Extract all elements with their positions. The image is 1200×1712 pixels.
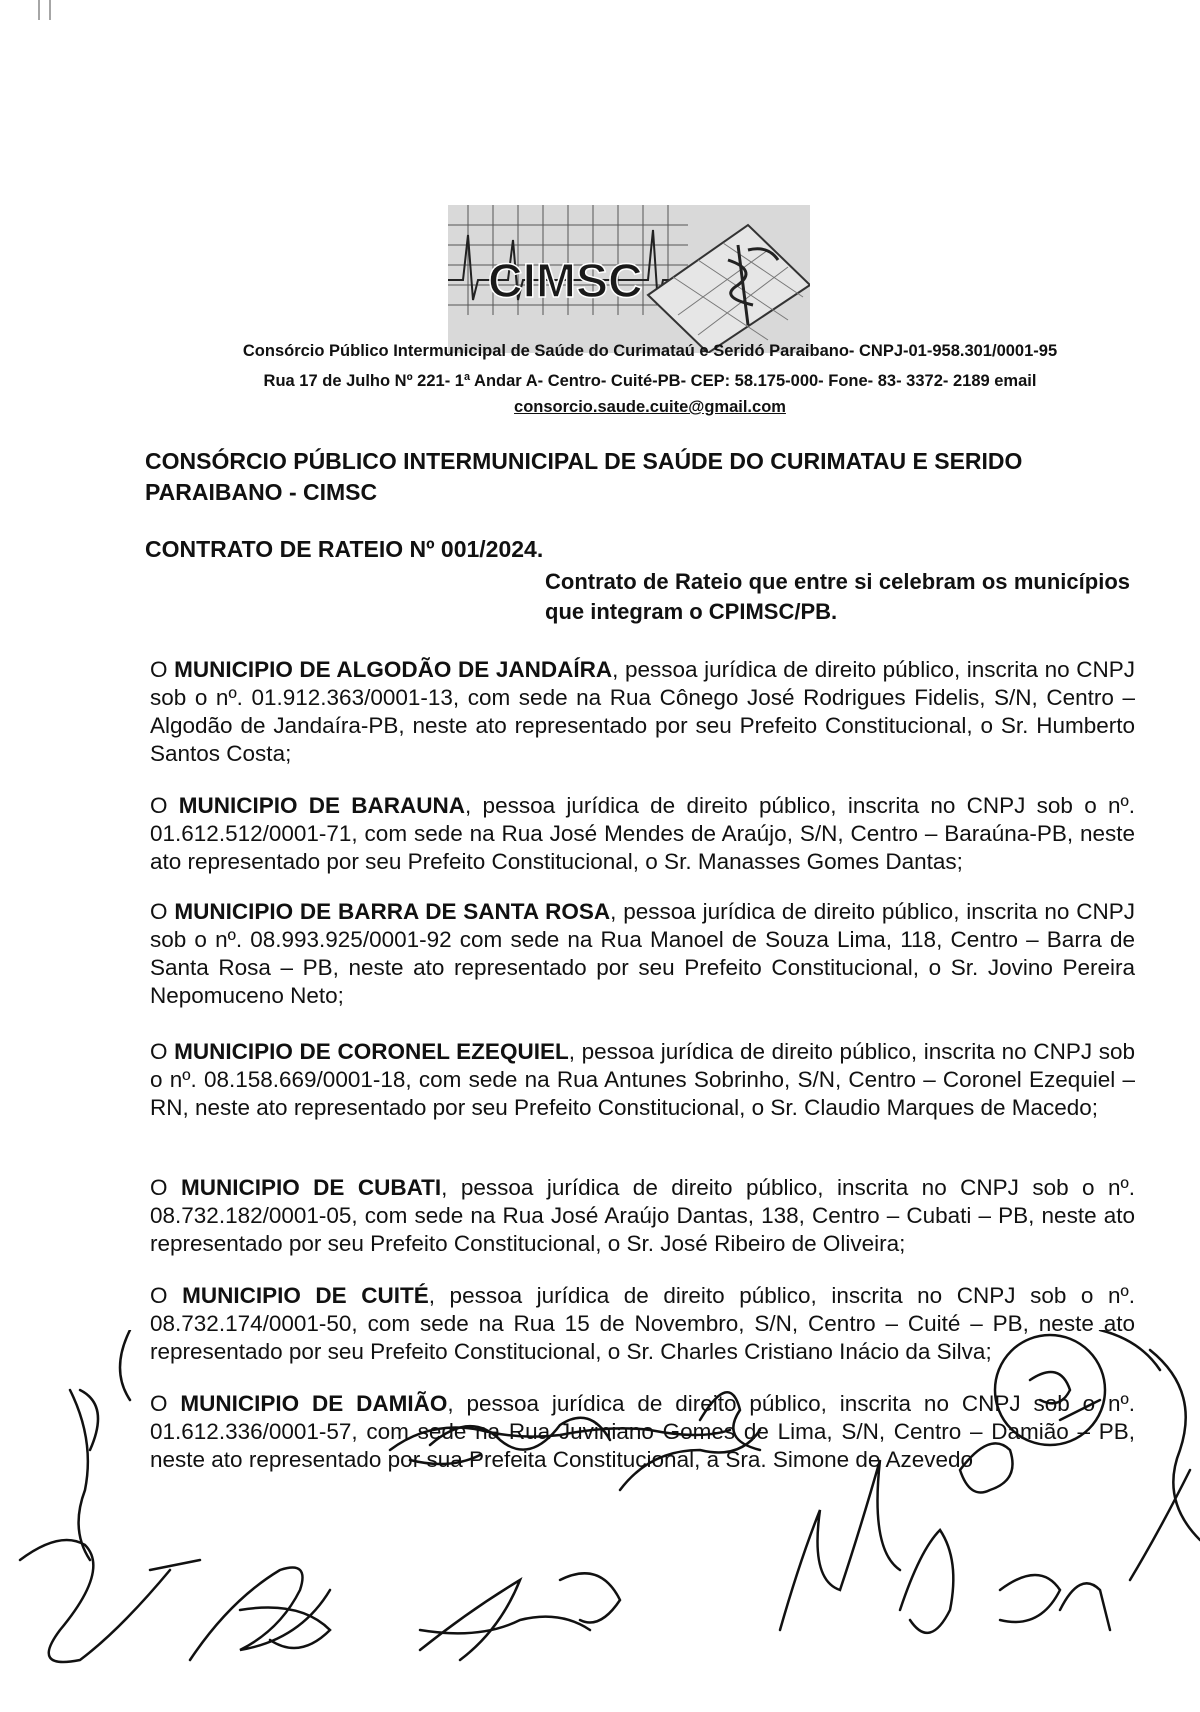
clause-text: , pessoa jurídica de direito público, inscrita no CNPJ sob o nº. 01.912.363/0001-13, com sede na Rua Cônego José Rodrigues Fidelis, S/N, Centro – Algodão de Jandaíra-PB, neste ato representado por seu Prefeito Constitucional, o Sr. Humberto Santos Costa; — [150, 657, 1136, 766]
clause-text: , pessoa jurídica de direito público, inscrita no CNPJ sob o nº. 01.612.512/0001-71, com sede na Rua José Mendes de Araújo, S/N, Centro – Baraúna-PB, neste ato representado por seu Prefeito Constitucional, o Sr. Manasses Gomes Dantas; — [150, 793, 1135, 874]
clause-article: O — [150, 1175, 181, 1200]
municipality-name: MUNICIPIO DE CUITÉ — [182, 1283, 429, 1308]
municipality-name: MUNICIPIO DE CUBATI — [180, 1175, 442, 1200]
handwritten-signatures — [0, 1330, 1200, 1712]
clause-article: O — [150, 793, 179, 818]
clause-barauna — [150, 792, 1135, 876]
clause-text: , pessoa jurídica de direito público, inscrita no CNPJ sob o nº. 08.993.925/0001-92 com sede na Rua Manoel de Souza Lima, 118, Centro – Barra de Santa Rosa – PB, neste ato representado por seu Prefeito Constitucional, o Sr. Jovino Pereira Nepomuceno Neto; — [150, 899, 1135, 1008]
contract-number: CONTRATO DE RATEIO Nº 001/2024. — [145, 536, 544, 562]
clause-article: O — [150, 1391, 181, 1416]
document-title: CONSÓRCIO PÚBLICO INTERMUNICIPAL DE SAÚDE DO CURIMATAU E SERIDO PARAIBANO - CIMSC — [145, 448, 1023, 505]
header-email-link[interactable]: consorcio.saude.cuite@gmail.com — [514, 398, 786, 416]
header-address-line: Rua 17 de Julho Nº 221- 1ª Andar A- Centro- Cuité-PB- CEP: 58.175-000- Fone- 83- 3372- 2189 email — [263, 372, 1037, 390]
clause-article: O — [150, 1283, 183, 1308]
municipality-name: MUNICIPIO DE ALGODÃO DE JANDAÍRA — [174, 657, 613, 682]
cimsc-logo — [448, 205, 810, 353]
header-consortium-line: Consórcio Público Intermunicipal de Saúde do Curimataú e Seridó Paraibano- CNPJ-01-958.301/0001-95 — [242, 342, 1058, 360]
clause-article: O — [150, 899, 175, 924]
scan-edge-marks — [36, 0, 56, 22]
municipality-name: MUNICIPIO DE CORONEL EZEQUIEL — [174, 1039, 569, 1064]
municipality-name: MUNICIPIO DE BARRA DE SANTA ROSA — [174, 899, 611, 924]
contract-summary: Contrato de Rateio que entre si celebram os municípios que integram o CPIMSC/PB. — [545, 569, 1130, 624]
clause-article: O — [150, 657, 175, 682]
clause-text: , pessoa jurídica de direito público, inscrita no CNPJ sob o nº. 08.732.182/0001-05, com sede na Rua José Araújo Dantas, 138, Centro – Cubati – PB, neste ato representado por seu Prefeito Constitucional, o Sr. José Ribeiro de Oliveira; — [150, 1175, 1135, 1256]
clause-text: , pessoa jurídica de direito público, inscrita no CNPJ sob o nº. 08.158.669/0001-18, com sede na Rua Antunes Sobrinho, S/N, Centro – Coronel Ezequiel – RN, neste ato representado por seu Prefeito Constitucional, o Sr. Claudio Marques de Macedo; — [150, 1039, 1135, 1120]
clause-text: , pessoa jurídica de direito público, inscrita no CNPJ sob o nº. 08.732.174/0001-50, com sede na Rua 15 de Novembro, S/N, Centro – Cuité – PB, neste ato representado por seu Prefeito Constitucional, o Sr. Charles Cristiano Inácio da Silva; — [150, 1283, 1135, 1364]
clause-article: O — [150, 1039, 175, 1064]
clause-algodao-de-jandaira — [150, 656, 1135, 768]
logo-text: CIMSC — [488, 255, 643, 308]
municipality-name: MUNICIPIO DE BARAUNA — [178, 793, 466, 818]
municipality-name: MUNICIPIO DE DAMIÃO — [180, 1391, 448, 1416]
clause-cubati — [150, 1174, 1135, 1258]
clause-barra-de-santa-rosa — [150, 898, 1135, 1010]
clause-coronel-ezequiel — [150, 1038, 1135, 1122]
clause-text: , pessoa jurídica de direito público, inscrita no CNPJ sob o nº. 01.612.336/0001-57, com sede na Rua Juviniano Gomes de Lima, S/N, Centro – Damião – PB, neste ato representado por sua Prefeita Constitucional, a Sra. Simone de Azevedo — [150, 1391, 1135, 1472]
